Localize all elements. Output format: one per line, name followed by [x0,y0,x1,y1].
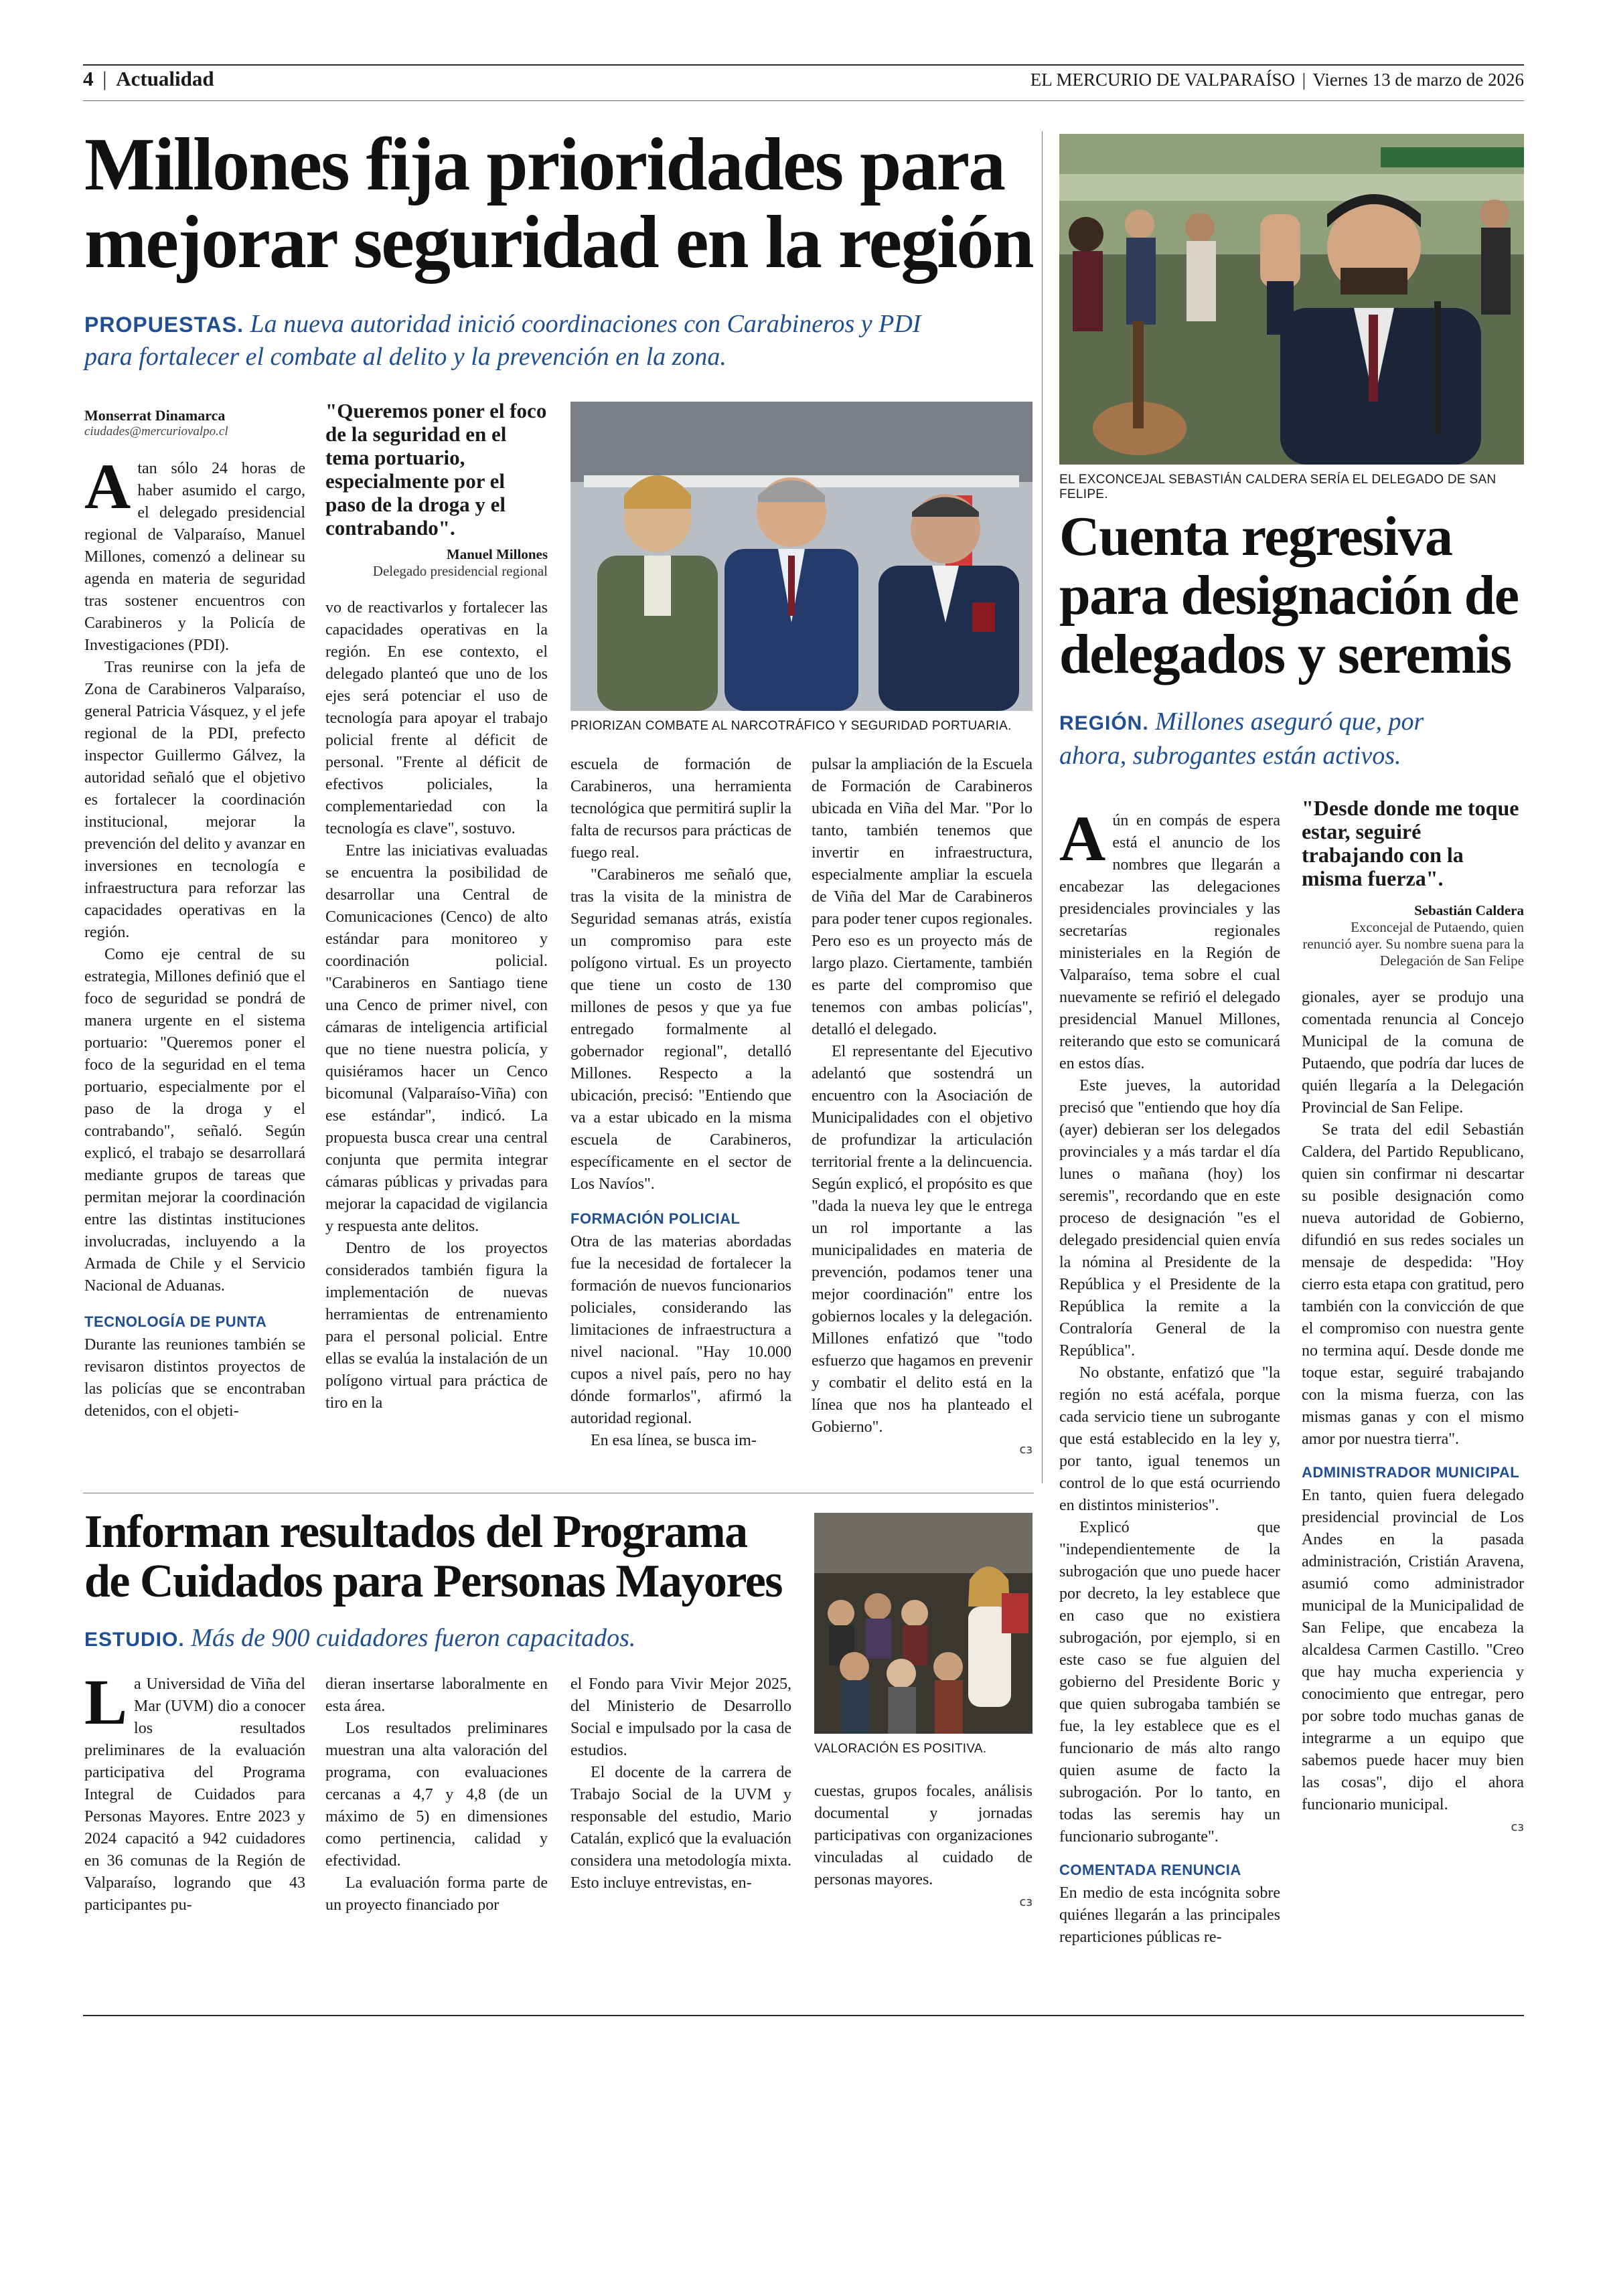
pull-quote-role: Delegado presidencial regional [372,563,548,579]
pull-quote: "Queremos poner el foco de la seguridad en el tema portuario, especialmente por el paso de la droga y el contrabando". [325,399,547,540]
dropcap: A [84,450,131,522]
subhead-formacion: FORMACIÓN POLICIAL [570,1210,741,1227]
paragraph: Entre las iniciativas evaluadas se encuentra la posibilidad de desarrollar una Central de Comunicaciones (Cenco) de alto estándar para monitoreo y coordinación policial. "Carabineros en Santiago tiene una Cenco de primer nivel, con cámaras de inteligencia artificial que no tiene nuestra policía, y quisiéramos hacer un Cenco bicomunal (Valparaíso-Viña) con ese estándar", indicó. La propuesta busca crear una central conjunta que permita integrar cámaras públicas y privadas para mejorar la capacidad de vigilancia y respuesta ante delitos. [325,842,548,1235]
header-bottom-rule [83,100,1524,101]
paragraph: Otra de las materias abordadas fue la necesidad de fortalecer la formación de nuevos funcionarios policiales, considerando las limitaciones de infraestructura a nivel nacional. "Hay 10.000 cupos a nivel país, pero no hay dónde formarlos", afirmó la autoridad regional. [570,1233,791,1427]
author-email: ciudades@mercuriovalpo.cl [84,424,228,438]
paragraph: cuestas, grupos focales, análisis documental y jornadas participativas con organizaciones vinculadas al cuidado de personas mayores. [814,1783,1032,1888]
pull-quote-name: Manuel Millones [446,546,548,562]
paragraph: "Carabineros me señaló que, tras la visita de la ministra de Seguridad semanas atrás, existía un compromiso para este polígono virtual. Es un proyecto que tiene un costo de 130 millones de pesos y que ya fue entregado formalmente al gobernador regional", detalló Millones. Respecto a la ubicación, precisó: "Entiendo que va a estar ubicado en la misma escuela de Carabineros, específicamente en el sector de Los Navíos". [570,866,791,1193]
bottom-headline: Informan resultados del Programa de Cuidados para Personas Mayores [84,1506,783,1607]
side-photo [1059,134,1524,465]
page-header-left: 4 | Actualidad [83,67,214,90]
audience-photo-illustration [814,1513,1032,1734]
paragraph: Durante las reuniones también se revisaron distintos proyectos de las policías que se encontraban detenidos, con el objeti- [84,1336,305,1420]
end-mark: cз [1019,1443,1032,1457]
paragraph: escuela de formación de Carabineros, una herramienta tecnológica que permitirá suplir la falta de recursos para prácticas de fuego real. [570,756,791,862]
paragraph: El representante del Ejecutivo adelantó que sostendrá un encuentro con la Asociación de Municipalidades con el objetivo de profundizar la articulación territorial frente a la delincuencia. Según explicó, el propósito es que "dada la nueva ley que le entrega un rol importante a las municipalidades en materia de prevención, podamos tener una mejor coordinación" entre los gobiernos locales y la delegación. Millones enfatizó que "todo esfuerzo que hagamos en prevenir y combatir el delito está en la línea que nos ha planteado el Gobierno". [812,1043,1032,1436]
side-col1-lead: Aún en compás de espera está el anuncio de los nombres que llegarán a encabezar las delegaciones presidenciales provinciales y las secretarías regionales ministeriales en la Región de Valparaíso, tema sobre el cual nuevamente se refirió el delegado presidencial Manuel Millones, reiterando que esto se comunicará en estos días. [1059,803,1280,1072]
main-deck: PROPUESTAS. La nueva autoridad inició coordinaciones con Carabineros y PDI para fortalecer el combate al delito y la prevención en la zona. [84,310,921,371]
paragraph: gionales, ayer se produjo una comentada renuncia al Concejo Municipal de la comuna de Putaendo, que podría dar luces de quién llegaría a la Delegación Provincial de San Felipe. [1302,989,1524,1117]
subhead-renuncia: COMENTADA RENUNCIA [1059,1862,1241,1878]
author-name: Monserrat Dinamarca [84,407,226,424]
side-kicker: REGIÓN. [1059,712,1149,734]
paragraph: No obstante, enfatizó que "la región no está acéfala, porque cada servicio tiene un subrogante que está establecido en la ley y, por tanto, igual tenemos un control de lo que está ocurriendo en distintos ministerios". [1059,1364,1280,1514]
bottom-photo-caption: VALORACIÓN ES POSITIVA. [814,1742,987,1756]
main-col-2 [325,399,548,1414]
main-photo [570,402,1032,711]
subhead-administrador: ADMINISTRADOR MUNICIPAL [1302,1464,1520,1481]
side-pull-quote: "Desde donde me toque estar, seguiré trabajando con la misma fuerza". [1302,796,1519,890]
side-col-1 [1059,803,1280,1949]
paragraph: En medio de esta incógnita sobre quiénes llegarán a las principales reparticiones públicas re- [1059,1884,1280,1946]
main-col-1 [84,407,305,1422]
paragraph: Este jueves, la autoridad precisó que "entiendo que hoy día (ayer) debieran ser los delegados provinciales y a más tardar el día lunes o mañana (hoy) los seremis", recordando que en este proceso de designación "es el delegado presidencial quien envía la nómina al Presidente de la República y el Presidente de la República la remite a la Contraloría General de la República". [1059,1077,1280,1360]
paragraph: pulsar la ampliación de la Escuela de Formación de Carabineros ubicada en Viña del Mar. "Por lo tanto, también tenemos que invertir en infraestructura, especialmente ampliar la escuela de Viña del Mar de Carabineros para poder tener cupos regionales. Pero eso es un proyecto más de largo plazo. Ciertamente, también es parte del compromiso que tenemos con ambas policías", detalló el delegado. [812,756,1032,1038]
end-mark: cз [1511,1820,1524,1834]
side-deck: REGIÓN. Millones aseguró que, por ahora, subrogantes están activos. [1059,708,1424,770]
bottom-col-4 [814,1781,1032,1913]
dropcap: L [84,1666,128,1738]
bottom-deck: ESTUDIO. Más de 900 cuidadores fueron capacitados. [84,1624,636,1652]
side-photo-caption: EL EXCONCEJAL SEBASTIÁN CALDERA SERÍA EL DELEGADO DE SAN FELIPE. [1059,473,1497,501]
paragraph: Tras reunirse con la jefa de Zona de Carabineros Valparaíso, general Patricia Vásquez, y el jefe regional de la PDI, prefecto inspector Guillermo Gálvez, la autoridad señaló que el objetivo es fortalecer la coordinación institucional, mejorar la prevención del delito y avanzar en inversiones en tecnología e infraestructura para reforzar las capacidades operativas en la región. [84,659,305,941]
column-divider [1042,131,1043,1483]
subhead-tecnologia: TECNOLOGÍA DE PUNTA [84,1313,267,1330]
paragraph: En tanto, quien fuera delegado presidencial provincial de Los Andes en la pasada administración, Cristián Aravena, asumió como administrador municipal de la Municipalidad de San Felipe, que encabeza la alcaldesa Carmen Castillo. "Creo que hay mucha experiencia y conocimiento que entregar, pero por sobre todo muchas ganas de integrarme a un equipo que sabemos puede hacer muy bien las cosas", dijo el ahora funcionario municipal. [1302,1487,1524,1813]
side-pull-quote-name: Sebastián Caldera [1414,902,1524,918]
officials-photo-illustration [570,402,1032,711]
end-mark: cз [1019,1895,1032,1909]
paragraph: dieran insertarse laboralmente en esta área. [325,1675,548,1715]
main-col-4 [812,754,1032,1461]
paragraph: La evaluación forma parte de un proyecto financiado por [325,1874,548,1914]
paragraph: Explicó que "independientemente de la subrogación que uno puede hacer por decreto, la ley establece que en caso que no existiera subrogación, por ejemplo, si en este caso se fue alguien del gobierno del Presidente Boric y que quien subrogaba también se fue, la ley establece que es el funcionario de más alto rango quien asume de facto la subrogación. Por lo tanto, en todas las seremis hay un funcionario subrogante". [1059,1519,1280,1846]
main-kicker: PROPUESTAS. [84,313,244,337]
header-top-rule [83,64,1524,66]
main-photo-caption: PRIORIZAN COMBATE AL NARCOTRÁFICO Y SEGURIDAD PORTUARIA. [570,719,1012,733]
main-col-3 [570,754,791,1452]
paragraph: El docente de la carrera de Trabajo Social de la UVM y responsable del estudio, Mario Catalán, explicó que la evaluación considera una metodología mixta. Esto incluye entrevistas, en- [570,1764,791,1892]
side-headline: Cuenta regresiva para designación de delegados y seremis [1059,505,1519,685]
side-col-2 [1302,797,1524,1838]
speaker-photo-illustration [1059,134,1524,465]
page-bottom-rule [83,2015,1524,2016]
bottom-col1-lead: La Universidad de Viña del Mar (UVM) dio a conocer los resultados preliminares de la evaluación participativa del Programa Integral de Cuidados para Personas Mayores. Entre 2023 y 2024 capacitó a 942 cuidadores en 36 comunas de la Región de Valparaíso, logrando que 43 participantes pu- [84,1666,305,1914]
section-name: Actualidad [116,67,214,90]
page-number: 4 [83,67,94,90]
bottom-col-3 [570,1673,791,1894]
dropcap: A [1059,803,1106,874]
bottom-kicker: ESTUDIO. [84,1629,185,1651]
main-col1-lead: Atan sólo 24 horas de haber asumido el cargo, el delegado presidencial regional de Valparaíso, Manuel Millones, comenzó a delinear su agenda en materia de seguridad tras sostener encuentros con Carabineros y la Policía de Investigaciones (PDI). [84,450,305,654]
page-header-right: EL MERCURIO DE VALPARAÍSO | Viernes 13 de marzo de 2026 [1030,70,1524,90]
paragraph: Como eje central de su estrategia, Millones definió que el foco de seguridad se pondrá de manera urgente en el sistema portuario: "Queremos poner el foco de la seguridad en el tema portuario, especialmente por el paso de la droga y el contrabando", señaló. Según explicó, el trabajo se desarrollará mediante grupos de tareas que permitan mejorar la coordinación entre las distintas instituciones involucradas, incluyendo a la Armada de Chile y el Servicio Nacional de Aduanas. [84,946,305,1295]
issue-date: Viernes 13 de marzo de 2026 [1312,70,1524,90]
paragraph: En esa línea, se busca im- [591,1432,757,1449]
paragraph: Los resultados preliminares muestran una alta valoración del programa, con evaluaciones cercanas a 4,7 y 4,8 (de un máximo de 5) en dimensiones como pertinencia, calidad y efectividad. [325,1720,548,1870]
paragraph: Se trata del edil Sebastián Caldera, del Partido Republicano, quien sin confirmar ni descartar su posible designación como nueva autoridad de Gobierno, difundió en sus redes sociales un mensaje de despedida: "Hoy cierro esta etapa con gratitud, pero también con la convicción de que el compromiso con nuestra gente no termina aquí. Desde donde me toque estar, seguiré trabajando con la misma fuerza, con las mismas ganas y con el mismo amor por nuestra tierra". [1302,1121,1524,1448]
paragraph: el Fondo para Vivir Mejor 2025, del Ministerio de Desarrollo Social e impulsado por la casa de estudios. [570,1675,791,1759]
paragraph: Dentro de los proyectos considerados también figura la implementación de nuevas herramientas de entrenamiento para el personal policial. Entre ellas se evalúa la instalación de un polígono virtual para práctica de tiro en la [325,1240,548,1412]
main-headline: Millones fija prioridades para mejorar seguridad en la región [84,123,1033,284]
bottom-col-1 [84,1666,305,1916]
paragraph: vo de reactivarlos y fortalecer las capacidades operativas en la región. En ese contexto, el delegado planteó que uno de los ejes será potenciar el uso de tecnología para apoyar el trabajo policial frente al déficit de personal. "Frente al déficit de efectivos policiales, la complementariedad con la tecnología es clave", sostuvo. [325,599,548,837]
side-pull-quote-role: Exconcejal de Putaendo, quien renunció ayer. Su nombre suena para la Delegación de San Felipe [1302,919,1524,969]
bottom-photo [814,1513,1032,1734]
publication-name: EL MERCURIO DE VALPARAÍSO [1030,70,1296,90]
bottom-col-2 [325,1673,548,1916]
